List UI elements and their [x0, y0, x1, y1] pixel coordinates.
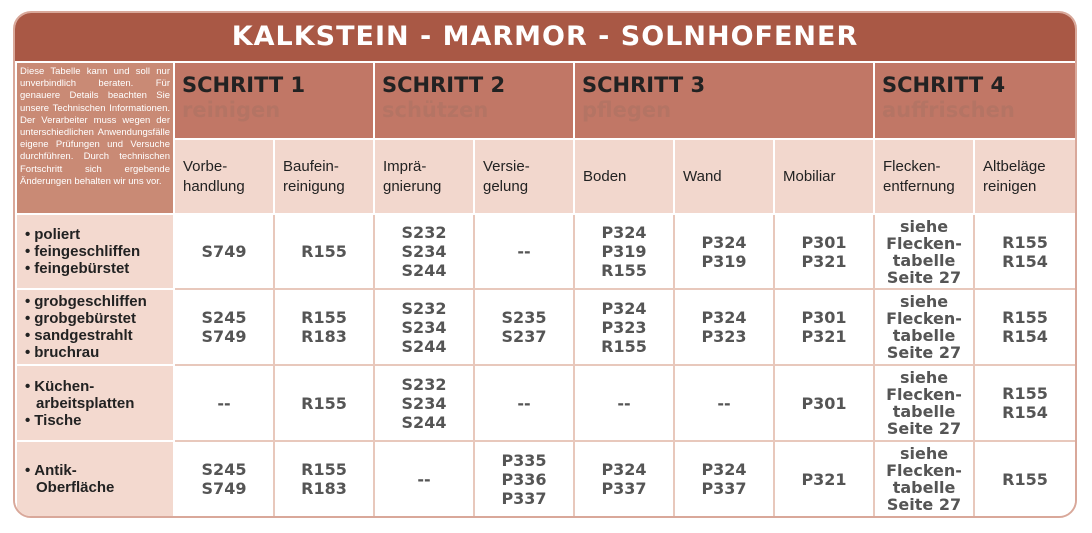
stain-table-reference: siehe Flecken- tabelle Seite 27	[874, 365, 974, 441]
step-3-name: pflegen	[582, 98, 672, 122]
table-row	[16, 289, 1076, 365]
row-label: • Antik- Oberfläche	[16, 441, 174, 517]
table-cell: R155 R154	[974, 214, 1076, 289]
table-cell: --	[374, 441, 474, 517]
column-header: Versie- gelung	[474, 139, 574, 214]
step-2-name: schützen	[382, 98, 489, 122]
table-cell: R155 R183	[274, 289, 374, 365]
row-label: • poliert • feingeschliffen • feingebürstet	[16, 214, 174, 289]
step-2-header	[374, 62, 574, 139]
product-table	[15, 61, 1077, 518]
table-cell: P324 P323	[674, 289, 774, 365]
stain-table-reference: siehe Flecken- tabelle Seite 27	[874, 214, 974, 289]
row-label: • Küchen- arbeitsplatten • Tische	[16, 365, 174, 441]
column-header: Vorbe- handlung	[174, 139, 274, 214]
table-cell: R155 R154	[974, 289, 1076, 365]
column-header: Imprä- gnierung	[374, 139, 474, 214]
table-cell: R155	[974, 441, 1076, 517]
table-cell: S232 S234 S244	[374, 365, 474, 441]
row-label: • grobgeschliffen • grobgebürstet • sandgestrahlt • bruchrau	[16, 289, 174, 365]
table-cell: R155	[274, 365, 374, 441]
table-cell: --	[674, 365, 774, 441]
table-cell: P321	[774, 441, 874, 517]
step-1-header	[174, 62, 374, 139]
table-cell: S232 S234 S244	[374, 289, 474, 365]
column-header: Altbeläge reinigen	[974, 139, 1076, 214]
column-header-row	[16, 139, 1076, 214]
step-4-header	[874, 62, 1076, 139]
step-3-header	[574, 62, 874, 139]
table-cell: --	[174, 365, 274, 441]
table-cell: S245 S749	[174, 289, 274, 365]
table-row	[16, 365, 1076, 441]
column-header: Wand	[674, 139, 774, 214]
table-cell: R155	[274, 214, 374, 289]
table-cell: P335 P336 P337	[474, 441, 574, 517]
table-cell: P301 P321	[774, 289, 874, 365]
column-header: Mobiliar	[774, 139, 874, 214]
table-cell: R155 R183	[274, 441, 374, 517]
step-4-name: auffrischen	[882, 98, 1015, 122]
stain-table-reference: siehe Flecken- tabelle Seite 27	[874, 441, 974, 517]
disclaimer-text: Diese Tabelle kann und soll nur unverbindlich beraten. Für genauere Details beachten Sie unsere Technischen Informationen. Der Verarbeiter muss wegen der unterschiedlichen Anwendungsfälle eigene Prüfungen und Versuche durchführen. Durch technischen Fortschritt sich ergebende Änderungen behalten wir uns vor.	[16, 62, 174, 214]
table-cell: R155 R154	[974, 365, 1076, 441]
table-frame	[13, 11, 1077, 518]
table-cell: --	[474, 365, 574, 441]
table-cell: P301 P321	[774, 214, 874, 289]
step-1-number: SCHRITT 1	[182, 73, 306, 97]
table-row	[16, 441, 1076, 517]
table-title: KALKSTEIN - MARMOR - SOLNHOFENER	[15, 13, 1075, 61]
table-cell: P324 P323 R155	[574, 289, 674, 365]
step-2-number: SCHRITT 2	[382, 73, 506, 97]
column-header: Flecken- entfernung	[874, 139, 974, 214]
table-cell: S245 S749	[174, 441, 274, 517]
table-cell: S232 S234 S244	[374, 214, 474, 289]
table-cell: P324 P319 R155	[574, 214, 674, 289]
table-cell: S235 S237	[474, 289, 574, 365]
table-cell: P324 P319	[674, 214, 774, 289]
table-cell: P301	[774, 365, 874, 441]
table-row	[16, 214, 1076, 289]
step-header-row	[16, 62, 1076, 139]
column-header: Boden	[574, 139, 674, 214]
stain-table-reference: siehe Flecken- tabelle Seite 27	[874, 289, 974, 365]
step-1-name: reinigen	[182, 98, 281, 122]
table-cell: --	[474, 214, 574, 289]
step-3-number: SCHRITT 3	[582, 73, 706, 97]
table-cell: P324 P337	[674, 441, 774, 517]
table-cell: S749	[174, 214, 274, 289]
column-header: Baufein- reinigung	[274, 139, 374, 214]
table-cell: --	[574, 365, 674, 441]
step-4-number: SCHRITT 4	[882, 73, 1006, 97]
table-cell: P324 P337	[574, 441, 674, 517]
